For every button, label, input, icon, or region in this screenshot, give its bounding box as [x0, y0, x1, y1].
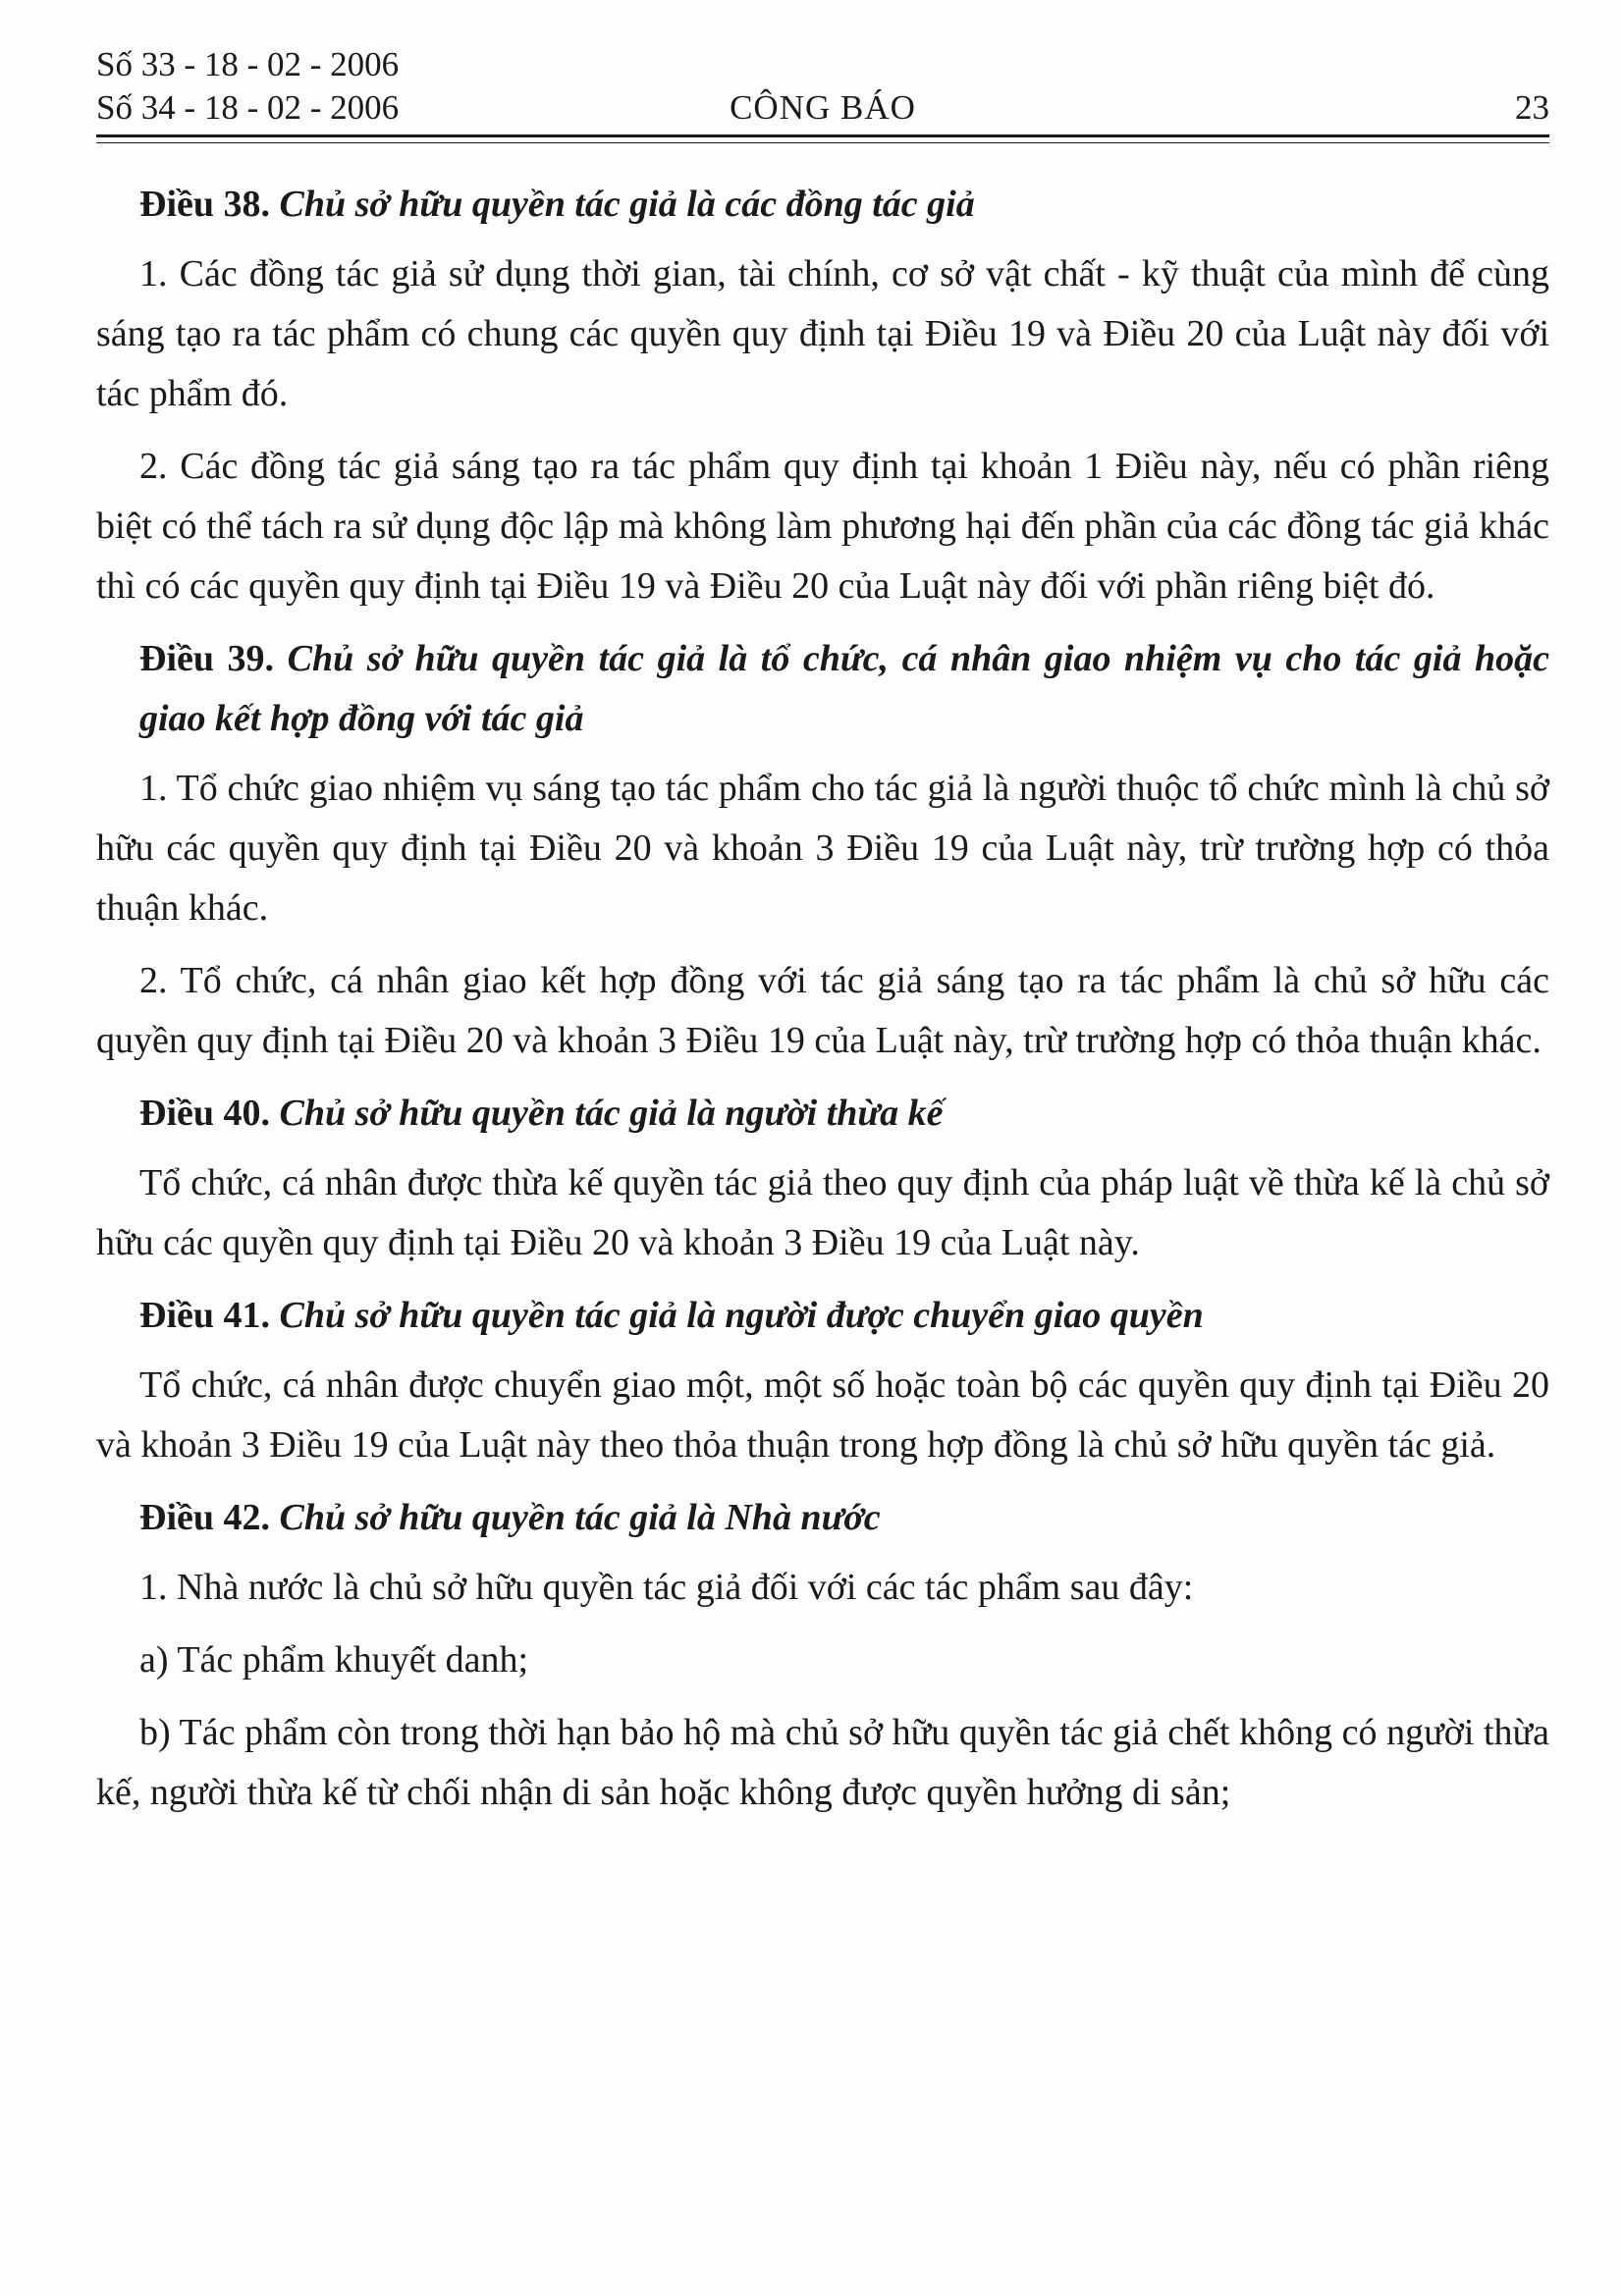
issue-number-line-2: Số 34 - 18 - 02 - 2006 — [96, 88, 400, 127]
issue-number-line-1: Số 33 - 18 - 02 - 2006 — [96, 45, 400, 83]
article-heading — [96, 1084, 1549, 1144]
article-paragraph: a) Tác phẩm khuyết danh; — [139, 1639, 529, 1681]
document-body — [96, 175, 1549, 1836]
article-title: Chủ sở hữu quyền tác giả là các đồng tác giả — [279, 184, 975, 225]
article-heading — [96, 1286, 1549, 1346]
article-heading — [96, 629, 1549, 749]
article-title: Chủ sở hữu quyền tác giả là tổ chức, cá nhân giao nhiệm vụ cho tác giả hoặc giao kết hợp đồng với tác giả — [139, 638, 1549, 739]
header-rule-thick — [96, 134, 1549, 137]
article-title: Chủ sở hữu quyền tác giả là người được chuyển giao quyền — [279, 1295, 1204, 1336]
header-rule-thin — [96, 142, 1549, 143]
article-paragraph: 1. Các đồng tác giả sử dụng thời gian, tài chính, cơ sở vật chất - kỹ thuật của mình để cùng sáng tạo ra tác phẩm có chung các quyền quy định tại Điều 19 và Điều 20 của Luật này đối với tác phẩm đó. — [96, 253, 1549, 414]
article-paragraph: Tổ chức, cá nhân được thừa kế quyền tác giả theo quy định của pháp luật về thừa kế là chủ sở hữu các quyền quy định tại Điều 20 và khoản 3 Điều 19 của Luật này. — [96, 1162, 1549, 1263]
article-number: Điều 42. — [139, 1497, 270, 1538]
article-paragraph: b) Tác phẩm còn trong thời hạn bảo hộ mà chủ sở hữu quyền tác giả chết không có người thừa kế, người thừa kế từ chối nhận di sản hoặc không được quyền hưởng di sản; — [96, 1712, 1549, 1813]
article-title: Chủ sở hữu quyền tác giả là Nhà nước — [279, 1497, 881, 1538]
publication-title: CÔNG BÁO — [730, 88, 916, 127]
article-paragraph: 2. Các đồng tác giả sáng tạo ra tác phẩm quy định tại khoản 1 Điều này, nếu có phần riêng biệt có thể tách ra sử dụng độc lập mà không làm phương hại đến phần của các đồng tác giả khác thì có các quyền quy định tại Điều 19 và Điều 20 của Luật này đối với phần riêng biệt đó. — [96, 446, 1549, 607]
article-paragraph: 1. Tổ chức giao nhiệm vụ sáng tạo tác phẩm cho tác giả là người thuộc tổ chức mình là chủ sở hữu các quyền quy định tại Điều 20 và khoản 3 Điều 19 của Luật này, trừ trường hợp có thỏa thuận khác. — [96, 768, 1549, 929]
article-paragraph: 1. Nhà nước là chủ sở hữu quyền tác giả đối với các tác phẩm sau đây: — [139, 1567, 1194, 1608]
article-number: Điều 40. — [139, 1093, 270, 1134]
article-number: Điều 41. — [139, 1295, 270, 1336]
page-number: 23 — [1515, 88, 1549, 127]
article-number: Điều 38. — [139, 184, 270, 225]
article-title: Chủ sở hữu quyền tác giả là người thừa kế — [279, 1093, 944, 1134]
article-paragraph: 2. Tổ chức, cá nhân giao kết hợp đồng với tác giả sáng tạo ra tác phẩm là chủ sở hữu các quyền quy định tại Điều 20 và khoản 3 Điều 19 của Luật này, trừ trường hợp có thỏa thuận khác. — [96, 960, 1549, 1061]
article-paragraph: Tổ chức, cá nhân được chuyển giao một, một số hoặc toàn bộ các quyền quy định tại Điều 20 và khoản 3 Điều 19 của Luật này theo thỏa thuận trong hợp đồng là chủ sở hữu quyền tác giả. — [96, 1364, 1549, 1466]
article-heading — [96, 175, 1549, 235]
article-number: Điều 39. — [139, 638, 275, 679]
article-heading — [96, 1488, 1549, 1548]
page-header — [96, 43, 1549, 132]
